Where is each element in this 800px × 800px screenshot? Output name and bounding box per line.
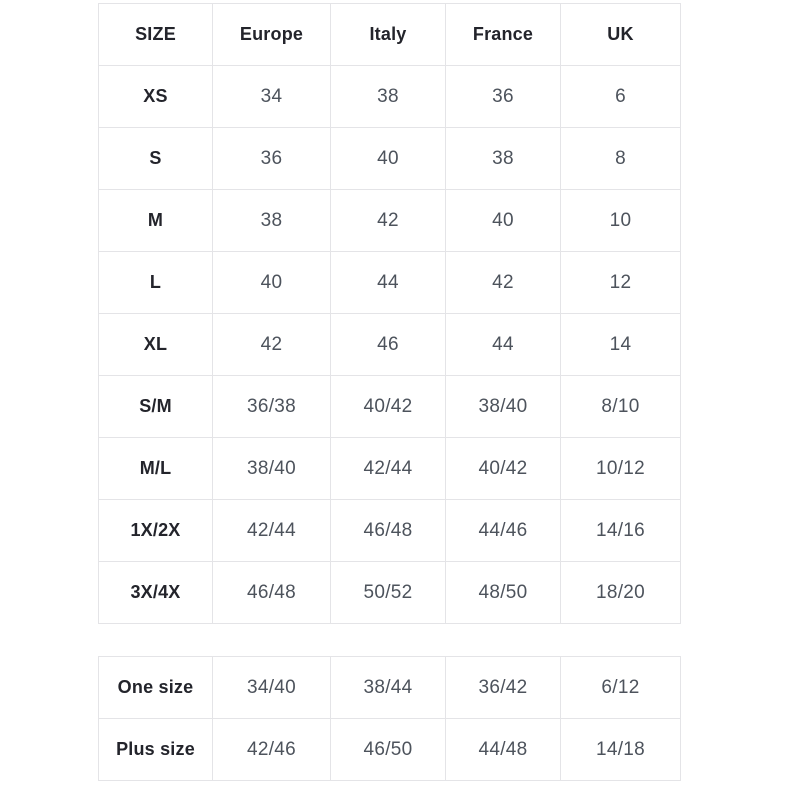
column-header-france: France [446, 4, 561, 66]
size-value-cell: 12 [561, 252, 681, 314]
size-value-cell: 40 [213, 252, 331, 314]
size-value-cell: 44/46 [446, 500, 561, 562]
size-value-cell: 36 [213, 128, 331, 190]
size-value-cell: 46/48 [213, 562, 331, 624]
size-value-cell: 38 [446, 128, 561, 190]
size-value-cell: 40 [331, 128, 446, 190]
table-row [99, 500, 681, 562]
row-label: XL [99, 314, 213, 376]
size-value-cell: 42 [331, 190, 446, 252]
size-value-cell: 14/18 [561, 719, 681, 781]
size-value-cell: 44 [446, 314, 561, 376]
size-conversion-table [98, 3, 681, 624]
size-value-cell: 34/40 [213, 657, 331, 719]
size-value-cell: 48/50 [446, 562, 561, 624]
size-value-cell: 14/16 [561, 500, 681, 562]
size-value-cell: 6 [561, 66, 681, 128]
size-value-cell: 6/12 [561, 657, 681, 719]
size-value-cell: 8 [561, 128, 681, 190]
row-label: One size [99, 657, 213, 719]
size-value-cell: 44 [331, 252, 446, 314]
table-row [99, 252, 681, 314]
table-row [99, 438, 681, 500]
size-value-cell: 14 [561, 314, 681, 376]
column-header-italy: Italy [331, 4, 446, 66]
size-chart-section [98, 3, 681, 781]
size-value-cell: 42/46 [213, 719, 331, 781]
size-value-cell: 38 [213, 190, 331, 252]
size-value-cell: 34 [213, 66, 331, 128]
size-value-cell: 38/44 [331, 657, 446, 719]
size-value-cell: 50/52 [331, 562, 446, 624]
special-size-table-body [99, 657, 681, 781]
size-value-cell: 42/44 [213, 500, 331, 562]
column-header-uk: UK [561, 4, 681, 66]
row-label: 3X/4X [99, 562, 213, 624]
table-row [99, 190, 681, 252]
size-value-cell: 36/38 [213, 376, 331, 438]
row-label: M [99, 190, 213, 252]
size-value-cell: 46 [331, 314, 446, 376]
column-header-size: SIZE [99, 4, 213, 66]
size-value-cell: 38/40 [213, 438, 331, 500]
row-label: S [99, 128, 213, 190]
size-value-cell: 18/20 [561, 562, 681, 624]
size-value-cell: 42 [213, 314, 331, 376]
row-label: XS [99, 66, 213, 128]
table-row [99, 66, 681, 128]
table-row [99, 128, 681, 190]
special-size-table [98, 656, 681, 781]
row-label: M/L [99, 438, 213, 500]
table-row [99, 314, 681, 376]
size-value-cell: 40 [446, 190, 561, 252]
size-value-cell: 42/44 [331, 438, 446, 500]
row-label: 1X/2X [99, 500, 213, 562]
table-row [99, 719, 681, 781]
size-value-cell: 36/42 [446, 657, 561, 719]
size-value-cell: 40/42 [331, 376, 446, 438]
table-row [99, 376, 681, 438]
header-row [99, 4, 681, 66]
size-value-cell: 8/10 [561, 376, 681, 438]
column-header-europe: Europe [213, 4, 331, 66]
table-row [99, 657, 681, 719]
size-value-cell: 46/50 [331, 719, 446, 781]
size-value-cell: 44/48 [446, 719, 561, 781]
row-label: S/M [99, 376, 213, 438]
size-value-cell: 38/40 [446, 376, 561, 438]
size-table-body [99, 66, 681, 624]
size-value-cell: 40/42 [446, 438, 561, 500]
size-value-cell: 38 [331, 66, 446, 128]
row-label: L [99, 252, 213, 314]
table-row [99, 562, 681, 624]
row-label: Plus size [99, 719, 213, 781]
size-value-cell: 46/48 [331, 500, 446, 562]
size-value-cell: 10/12 [561, 438, 681, 500]
size-value-cell: 10 [561, 190, 681, 252]
size-value-cell: 36 [446, 66, 561, 128]
size-value-cell: 42 [446, 252, 561, 314]
